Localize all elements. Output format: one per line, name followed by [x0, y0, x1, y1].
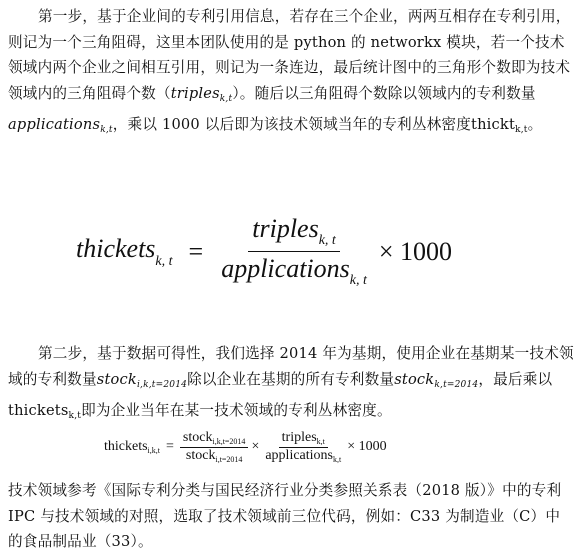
thickt-subscript: k,t — [515, 125, 528, 135]
paragraph-step-two — [8, 341, 574, 430]
field-reference-text: 技术领域参考《国际专利分类与国民经济行业分类参照关系表（2018 版）》中的专利 IPC 与技术领域的对照，选取了技术领域前三位代码，例如：C33 为制造业（C）中的食品制品业（33）。 — [8, 482, 562, 550]
formula2-stock-denominator-text: stock — [185, 448, 216, 463]
formula2-fraction-triples — [262, 430, 344, 464]
formula1-numerator — [248, 214, 340, 252]
formula2-triples-numerator-text: triples — [281, 430, 317, 445]
formula1-denominator — [217, 252, 371, 289]
formula2-triples-denominator-text: applications — [265, 448, 333, 463]
stock-firm-total-subscript: k,t=2014 — [434, 379, 479, 390]
stock-symbol-firm-field: stock — [96, 370, 137, 388]
triples-subscript: k,t — [219, 93, 233, 104]
formula2-stock-numerator — [180, 430, 249, 448]
paragraph-field-reference — [8, 478, 574, 555]
formula-thickets-i-k-t — [104, 430, 390, 464]
formula-thickets-k-t — [76, 214, 452, 289]
triples-symbol: triples — [170, 84, 220, 102]
paragraph-step-one — [8, 4, 574, 144]
formula2-lhs-subscript: i,k,t — [147, 446, 160, 455]
formula2-stock-numerator-text: stock — [182, 430, 213, 445]
formula2-stock-numerator-subscript: i,k,t=2014 — [212, 437, 246, 446]
formula2-stock-denominator-subscript: i,t=2014 — [215, 455, 243, 464]
formula2-triples-denominator — [262, 448, 344, 464]
step-one-text-c: ，乘以 1000 以后即为该技术领域当年的专利丛林密度thickt — [112, 116, 516, 133]
formula1-multiplier: × 1000 — [378, 236, 453, 266]
formula2-triples-numerator — [279, 430, 328, 448]
thickets-subscript: k,t — [68, 411, 82, 421]
formula2-equals: = — [166, 439, 174, 454]
step-two-text-c: ，最后乘以thickets — [8, 370, 553, 419]
step-two-text-b: 除以企业在基期的所有专利数量 — [187, 370, 395, 388]
formula2-times: × — [251, 439, 260, 454]
step-one-text-b: ）。随后以三角阻碍个数除以领域内的专利数量 — [232, 84, 536, 102]
formula2-fraction-stock — [180, 430, 249, 464]
formula2-stock-denominator — [183, 448, 246, 464]
formula2-triples-numerator-subscript: k,t — [316, 437, 325, 446]
formula1-fraction — [217, 214, 371, 289]
step-two-text-a: 第二步，基于数据可得性，我们选择 2014 年为基期，使用企业在基期某一技术领域的专利数量 — [8, 345, 574, 388]
stock-symbol-firm-total: stock — [394, 370, 435, 388]
formula2-lhs-text: thickets — [104, 439, 148, 454]
formula1-numerator-text: triples — [252, 214, 319, 243]
formula1-lhs-subscript: k, t — [155, 253, 173, 269]
applications-subscript: k,t — [100, 125, 113, 135]
formula1-equals: = — [188, 236, 204, 266]
formula1-denominator-text: applications — [221, 254, 350, 283]
applications-symbol: applications — [8, 116, 101, 133]
formula1-denominator-subscript: k, t — [349, 273, 367, 288]
formula1-numerator-subscript: k, t — [318, 233, 336, 248]
formula1-lhs-text: thickets — [76, 233, 156, 263]
step-one-text-d: 。 — [527, 116, 543, 133]
formula1-lhs — [76, 234, 173, 270]
formula2-lhs — [104, 439, 160, 455]
stock-firm-field-subscript: i,k,t=2014 — [136, 379, 188, 390]
formula2-triples-denominator-subscript: k,t — [333, 455, 342, 464]
step-two-text-d: 即为企业当年在某一技术领域的专利丛林密度。 — [81, 402, 392, 419]
step-one-text-a: 第一步，基于企业间的专利引用信息，若存在三个企业，两两互相存在专利引用，则记为一个三角阻碍，这里本团队使用的是 python 的 networkx 模块，若一个技术领域内两个企业之间相互引用，则记为一条连边，最后统计图中的三角形个数即为技术领域内的三角阻碍个数（ — [8, 8, 571, 102]
formula2-multiplier: × 1000 — [347, 439, 387, 454]
